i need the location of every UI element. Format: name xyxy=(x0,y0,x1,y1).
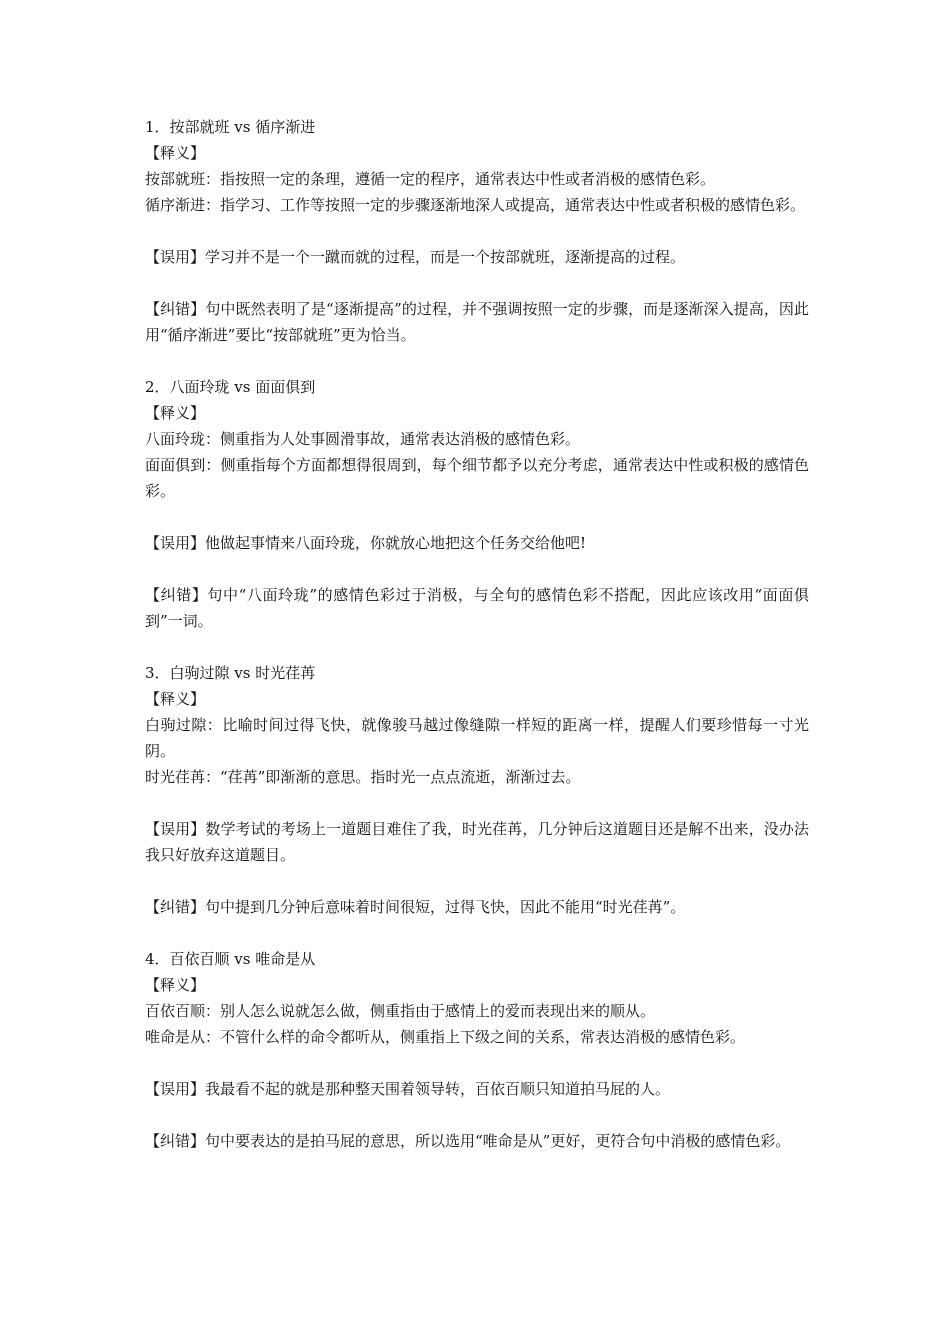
spacer xyxy=(145,790,809,816)
definition-label: 【释义】 xyxy=(145,976,206,994)
definition-2: 面面俱到：侧重指每个方面都想得很周到，每个细节都予以充分考虑，通常表达中性或积极的感情色彩。 xyxy=(145,456,809,500)
definition-1: 按部就班：指按照一定的条理，遵循一定的程序，通常表达中性或者消极的感情色彩。 xyxy=(145,170,716,188)
definition-label: 【释义】 xyxy=(145,144,206,162)
document-body xyxy=(145,114,809,1154)
definition-2: 唯命是从：不管什么样的命令都听从，侧重指上下级之间的关系，常表达消极的感情色彩。 xyxy=(145,1028,746,1046)
misuse-example: 【误用】他做起事情来八面玲珑，你就放心地把这个任务交给他吧! xyxy=(145,534,587,552)
definition-1: 白驹过隙：比喻时间过得飞快，就像骏马越过像缝隙一样短的距离一样，提醒人们要珍惜每一寸光阴。 xyxy=(145,716,809,760)
definition-2: 循序渐进：指学习、工作等按照一定的步骤逐渐地深人或提高，通常表达中性或者积极的感情色彩。 xyxy=(145,196,806,214)
entry-2 xyxy=(145,374,809,660)
entry-title: 4．百依百顺 vs 唯命是从 xyxy=(145,950,316,968)
spacer xyxy=(145,556,809,582)
spacer xyxy=(145,1050,809,1076)
spacer xyxy=(145,348,809,374)
spacer xyxy=(145,218,809,244)
spacer xyxy=(145,634,809,660)
entry-title: 2．八面玲珑 vs 面面俱到 xyxy=(145,378,316,396)
correction: 【纠错】句中提到几分钟后意味着时间很短，过得飞快，因此不能用“时光荏苒”。 xyxy=(145,898,686,916)
entry-4 xyxy=(145,946,809,1154)
spacer xyxy=(145,504,809,530)
definition-label: 【释义】 xyxy=(145,690,206,708)
correction: 【纠错】句中要表达的是拍马屁的意思，所以选用“唯命是从”更好，更符合句中消极的感情色彩。 xyxy=(145,1132,791,1150)
definition-2: 时光荏苒：“荏苒”即渐渐的意思。指时光一点点流逝，渐渐过去。 xyxy=(145,768,581,786)
misuse-example: 【误用】学习并不是一个一蹴而就的过程，而是一个按部就班，逐渐提高的过程。 xyxy=(145,248,686,266)
misuse-example: 【误用】数学考试的考场上一道题目难住了我，时光荏苒，几分钟后这道题目还是解不出来，没办法我只好放弃这道题目。 xyxy=(145,820,809,864)
definition-label: 【释义】 xyxy=(145,404,206,422)
entry-1 xyxy=(145,114,809,374)
misuse-example: 【误用】我最看不起的就是那种整天围着领导转，百依百顺只知道拍马屁的人。 xyxy=(145,1080,671,1098)
spacer xyxy=(145,868,809,894)
spacer xyxy=(145,920,809,946)
entry-3 xyxy=(145,660,809,946)
entry-title: 1．按部就班 vs 循序渐进 xyxy=(145,118,316,136)
spacer xyxy=(145,270,809,296)
spacer xyxy=(145,1102,809,1128)
entry-title: 3．白驹过隙 vs 时光荏苒 xyxy=(145,664,316,682)
definition-1: 百依百顺：别人怎么说就怎么做，侧重指由于感情上的爱而表现出来的顺从。 xyxy=(145,1002,656,1020)
correction: 【纠错】句中既然表明了是“逐渐提高”的过程，并不强调按照一定的步骤，而是逐渐深入提高，因此用“循序渐进”要比“按部就班”更为恰当。 xyxy=(145,300,809,344)
definition-1: 八面玲珑：侧重指为人处事圆滑事故，通常表达消极的感情色彩。 xyxy=(145,430,581,448)
correction: 【纠错】句中“八面玲珑”的感情色彩过于消极，与全句的感情色彩不搭配，因此应该改用“面面俱到”一词。 xyxy=(145,586,809,630)
